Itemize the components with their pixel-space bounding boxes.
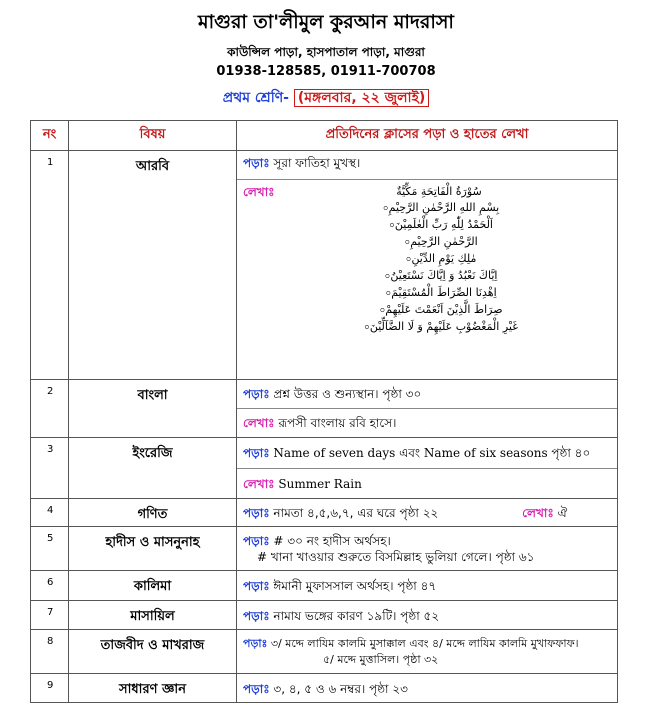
read-text: Name of seven days এবং Name of six seasons পৃষ্ঠা ৪০ [273, 446, 591, 460]
read-text: ৩/ মদ্দে লাযিম কালমি মুসাক্কাল এবং ৪/ মদ্দে লাযিম কালমি মুখাফফাফ। [270, 637, 579, 650]
row-subject: বাংলা [69, 380, 237, 438]
row-number: 5 [31, 527, 69, 571]
write-label: লেখাঃ [243, 477, 275, 491]
table-row [31, 674, 618, 703]
write-entry [237, 468, 617, 498]
read-text: সূরা ফাতিহা মুখস্থ। [273, 156, 361, 170]
read-entry [237, 380, 617, 408]
row-content [237, 674, 618, 703]
read-entry [237, 438, 617, 468]
row-content [237, 380, 618, 438]
read-entry [237, 674, 617, 701]
read-text: ৩, ৪, ৫ ও ৬ নম্বর। পৃষ্ঠা ২৩ [273, 682, 408, 696]
table-row [31, 630, 618, 674]
write-label: লেখাঃ [243, 416, 275, 430]
read-label: পড়াঃ [243, 387, 270, 401]
arabic-line: الرَّحْمٰنِ الرَّحِيْمِ০ [404, 235, 478, 248]
arabic-line: مٰلِكِ يَوْمِ الدِّيْنِ০ [405, 252, 477, 265]
phone-numbers: 01938-128585, 01911-700708 [216, 64, 436, 79]
row-subject: তাজবীদ ও মাখরাজ [69, 630, 237, 674]
routine-table [30, 120, 618, 703]
row-number: 3 [31, 438, 69, 499]
read-text: নামতা ৪,৫,৬,৭, এর ঘরে পৃষ্ঠা ২২ [273, 506, 439, 520]
read-entry [237, 571, 617, 598]
row-subject: কালিমা [69, 571, 237, 601]
header-no: নং [31, 121, 69, 151]
row-subject: মাসায়িল [69, 601, 237, 630]
arabic-line: سُوْرَةُ الْفَاتِحَةِ مَكِّيَّةٌ [396, 185, 482, 198]
read-text: # ৩০ নং হাদীস অর্থসহ। [273, 534, 391, 548]
read-text: প্রশ্ন উত্তর ও শুন্যস্থান। পৃষ্ঠা ৩০ [273, 387, 422, 401]
address: কাউন্সিল পাড়া, হাসপাতাল পাড়া, মাগুরা [227, 45, 425, 59]
row-number: 1 [31, 151, 69, 380]
arabic-line: بِسْمِ اللهِ الرَّحْمٰنِ الرَّحِيْمِ০ [382, 201, 500, 214]
write-entry [522, 505, 567, 521]
read-label: পড়াঃ [243, 637, 268, 650]
row-number: 4 [31, 499, 69, 527]
row-content [237, 438, 618, 499]
write-label: লেখাঃ [522, 506, 554, 520]
read-entry [237, 151, 617, 179]
class-date: (মঙ্গলবার, ২২ জুলাই) [294, 89, 429, 107]
read-label: পড়াঃ [243, 534, 270, 548]
read-entry [237, 601, 617, 628]
read-label: পড়াঃ [243, 446, 270, 460]
arabic-line: غَيْرِ الْمَغْضُوْبِ عَلَيْهِمْ وَ لَا الضَّآلِّيْنَ০ [364, 320, 518, 333]
read-label: পড়াঃ [243, 682, 270, 696]
write-label: লেখাঃ [243, 185, 275, 199]
write-entry [237, 408, 617, 437]
row-subject: ইংরেজি [69, 438, 237, 499]
write-text: রূপসী বাংলায় রবি হাসে। [278, 416, 397, 430]
row-content [237, 630, 618, 674]
row-content [237, 601, 618, 630]
row-subject: আরবি [69, 151, 237, 380]
table-row [31, 499, 618, 527]
read-label: পড়াঃ [243, 156, 270, 170]
row-number: 2 [31, 380, 69, 438]
row-content [237, 571, 618, 601]
row-number: 8 [31, 630, 69, 674]
read-text-2: ৫/ মদ্দে মুত্তাসিল। পৃষ্ঠা ৩২ [323, 653, 439, 666]
read-label: পড়াঃ [243, 579, 270, 593]
table-row [31, 527, 618, 571]
read-text: নামায ভঙ্গের কারণ ১৯টি। পৃষ্ঠা ৫২ [273, 609, 440, 623]
read-entry [237, 499, 617, 525]
row-number: 6 [31, 571, 69, 601]
row-subject: গণিত [69, 499, 237, 527]
read-entry [237, 630, 617, 672]
row-subject: সাধারণ জ্ঞান [69, 674, 237, 703]
row-subject: হাদীস ও মাসনুনাহ [69, 527, 237, 571]
read-entry [237, 527, 617, 569]
read-label: পড়াঃ [243, 609, 270, 623]
header-subject: বিষয় [69, 121, 237, 151]
madrasa-name: মাগুরা তা'লীমুল কুরআন মাদরাসা [198, 11, 454, 33]
table-header-row [31, 121, 618, 151]
read-text-2: # খানা খাওয়ার শুরুতে বিসমিল্লাহ ভুলিয়া গেলে। পৃষ্ঠা ৬১ [257, 550, 535, 564]
table-row [31, 380, 618, 438]
row-content [237, 499, 618, 527]
class-name: প্রথম শ্রেণি- [222, 90, 289, 106]
class-line [0, 86, 652, 110]
table-row [31, 438, 618, 499]
table-row [31, 601, 618, 630]
read-text: ঈমানী মুফাসসাল অর্থসহ। পৃষ্ঠা ৪৭ [273, 579, 437, 593]
read-label: পড়াঃ [243, 506, 270, 520]
write-entry [237, 179, 617, 379]
arabic-line: اِيَّاكَ نَعْبُدُ وَ اِيَّاكَ نَسْتَعِيْنُ০ [384, 269, 498, 282]
arabic-line: صِرَاطَ الَّذِيْنَ اَنْعَمْتَ عَلَيْهِمْ০ [379, 303, 503, 316]
arabic-line: اِهْدِنَا الصِّرَاطَ الْمُسْتَقِيْمَ০ [385, 286, 497, 299]
row-content [237, 151, 618, 380]
row-number: 9 [31, 674, 69, 703]
write-text: ঐ [557, 506, 568, 520]
header-daily: প্রতিদিনের ক্লাসের পড়া ও হাতের লেখা [237, 121, 618, 151]
write-text: Summer Rain [278, 477, 362, 491]
table-row [31, 151, 618, 380]
row-content [237, 527, 618, 571]
row-number: 7 [31, 601, 69, 630]
arabic-line: اَلْحَمْدُ لِلّٰهِ رَبِّ الْعٰلَمِيْنَ০ [389, 218, 493, 231]
table-row [31, 571, 618, 601]
